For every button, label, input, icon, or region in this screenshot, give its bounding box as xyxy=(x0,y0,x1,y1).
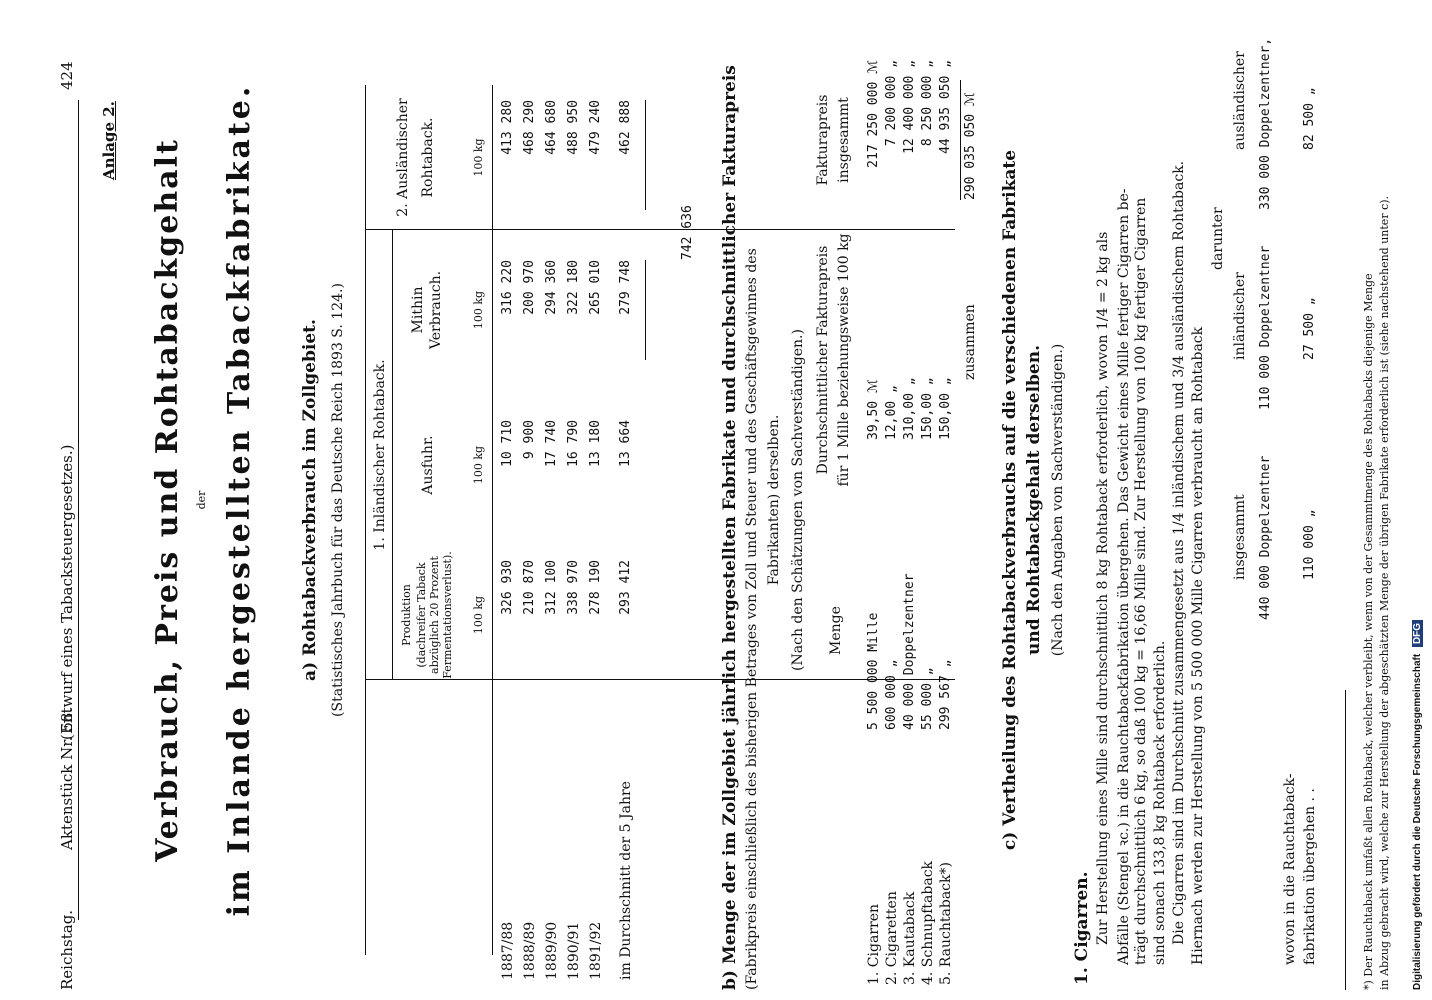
unit-consump: 100 kg xyxy=(472,290,485,330)
title-line2: im Inlande hergestellten Tabackfabrikate. xyxy=(222,83,257,917)
col-menge: Menge xyxy=(828,606,844,655)
col-total-2: insgesammt xyxy=(836,97,852,183)
c-col-total: insgesammt xyxy=(1232,494,1248,580)
table-a-top-rule xyxy=(365,85,366,955)
item-label: 5. Rauchtaback*) xyxy=(938,862,954,985)
c-row1-ausl: 330 000 Doppelzentner, xyxy=(1258,37,1273,210)
table-a-head-rule xyxy=(492,85,493,955)
row-export: 13 664 xyxy=(618,420,633,467)
row-prod: 312 100 xyxy=(544,560,559,615)
paragraph-line: Abfälle (Stengel ꝛc.) in die Rauchtabackfabrikation übergehen. Das Gewicht eines Mille fertiger Cigarren be- xyxy=(1116,188,1132,965)
table-a-vrule-2 xyxy=(365,229,955,230)
page-number: 424 xyxy=(58,61,76,90)
row-prod: 278 190 xyxy=(588,560,603,615)
row-consump: 200 970 xyxy=(522,260,537,315)
item-price: 39,50 ℳ xyxy=(866,379,881,440)
item-label: 4. Schnupftaback xyxy=(920,860,936,985)
col-price-1: Durchschnittlicher Fakturapreis xyxy=(815,245,831,475)
c-row1-total: 440 000 Doppelzentner xyxy=(1258,455,1273,620)
group2-label-1: 2. Ausländischer xyxy=(395,98,411,217)
header-left: Reichstag. xyxy=(58,909,76,990)
row-export: 17 740 xyxy=(544,420,559,467)
digitization-credit xyxy=(1410,0,1432,1000)
annex-label: Anlage 2. xyxy=(100,101,118,180)
section-c-heading-1: c) Vertheilung des Rohtabackverbrauchs auf die verschiedenen Fabrikate xyxy=(1000,149,1020,851)
row-foreign: 413 280 xyxy=(500,100,515,155)
row-foreign: 468 290 xyxy=(522,100,537,155)
item-total: 8 250 000 „ xyxy=(920,60,935,147)
sum-value: 290 035 050 ℳ xyxy=(963,92,978,200)
group1-rule xyxy=(392,230,393,680)
c-row2-inl: 27 500 „ xyxy=(1302,297,1317,360)
row-prod: 210 870 xyxy=(522,560,537,615)
paragraph-line: sind sonach 133,8 kg Rohtaback erforderlich. xyxy=(1152,640,1168,965)
row-consump: 294 360 xyxy=(544,260,559,315)
item-label: 3. Kautaback xyxy=(902,891,918,985)
row-year: im Durchschnitt der 5 Jahre xyxy=(618,781,634,980)
dfg-logo: DFG xyxy=(1412,620,1423,647)
item-menge: 299 567 „ xyxy=(938,659,953,730)
paragraph-line: Zur Herstellung eines Mille sind durchschnittlich 8 kg Rohtaback erforderlich, wovon 1/4 = 2 kg als xyxy=(1095,231,1111,945)
item-menge: 40 000 Doppelzentner xyxy=(902,573,917,730)
row-year: 1889/90 xyxy=(544,921,560,980)
header-right: (Entwurf eines Tabacksteuergesetzes.) xyxy=(58,444,76,740)
col-export: Ausfuhr. xyxy=(420,435,436,495)
item-total: 44 935 050 „ xyxy=(938,60,953,154)
group1-label: 1. Inländischer Rohtaback. xyxy=(372,359,388,551)
credit-label: Digitalisierung gefördert durch die Deutsche Forschungsgemeinschaft xyxy=(1412,653,1423,990)
row-consump: 316 220 xyxy=(500,260,515,315)
unit-foreign: 100 kg xyxy=(472,138,485,177)
col-consump-1: Mithin xyxy=(410,286,426,334)
c-col-ausl: ausländischer xyxy=(1232,51,1248,150)
footnote-rule xyxy=(1345,690,1346,990)
item-price: 12,00 „ xyxy=(884,385,899,440)
section-b-heading-1: b) Menge der im Zollgebiet jährlich hergestellten Fabrikate und durchschnittlicher Fakturapreis xyxy=(720,65,740,990)
row-foreign: 479 240 xyxy=(588,100,603,155)
section-a-source: (Statistisches Jahrbuch für das Deutsche Reich 1893 S. 124.) xyxy=(330,283,346,717)
section-b-heading-2: (Fabrikpreis einschließlich des bisherigen Betrages von Zoll und Steuer und des Geschäftsgewinnes des xyxy=(744,248,760,990)
col-consump-2: Verbrauch. xyxy=(428,270,444,350)
section-b-heading-3: Fabrikanten) derselben. xyxy=(766,414,782,586)
item-price: 310,00 „ xyxy=(902,377,917,440)
row-prod: 338 970 xyxy=(566,560,581,615)
row-prod: 326 930 xyxy=(500,560,515,615)
sub-cigarren: 1. Cigarren. xyxy=(1072,871,1092,985)
c-col-darunter: darunter xyxy=(1210,207,1226,270)
row-export: 16 790 xyxy=(566,420,581,467)
group2-label-2: Rohtaback. xyxy=(420,117,436,198)
total-foreign-plus-inland: 742 636 xyxy=(680,205,695,260)
c-row2-label-2: fabrikation übergehen . . xyxy=(1302,788,1318,965)
title-der: der xyxy=(195,490,208,510)
title-line1: Verbrauch, Preis und Rohtabackgehalt xyxy=(150,138,185,862)
row-export: 10 710 xyxy=(500,420,515,467)
row-consump: 279 748 xyxy=(618,260,633,315)
item-total: 7 200 000 „ xyxy=(884,60,899,147)
item-total: 217 250 000 ℳ xyxy=(866,60,881,168)
credit-text xyxy=(1412,620,1423,990)
col-total-1: Fakturapreis xyxy=(815,94,831,186)
avg-rule-foreign xyxy=(645,100,646,210)
paragraph-line: Hiernach werden zur Herstellung von 5 500 000 Mille Cigarren verbraucht an Rohtaback xyxy=(1190,326,1206,965)
c-row2-label-1: wovon in die Rauchtaback- xyxy=(1282,773,1298,965)
row-year: 1890/91 xyxy=(566,921,582,980)
footnote-1: *) Der Rauchtaback umfaßt allen Rohtaback, welcher verbleibt, wenn von der Gesammtmenge des Rohtabacks diejenige Menge xyxy=(1362,273,1375,990)
row-foreign: 462 888 xyxy=(618,100,633,155)
item-total: 12 400 000 „ xyxy=(902,60,917,154)
col-prod-3: abzüglich 20 Prozent xyxy=(428,556,441,674)
section-c-heading-2: und Rohtabackgehalt derselben. xyxy=(1024,344,1044,656)
col-prod-1: Produktion xyxy=(400,584,413,646)
row-export: 13 180 xyxy=(588,420,603,467)
row-prod: 293 412 xyxy=(618,560,633,615)
unit-export: 100 kg xyxy=(472,445,485,485)
row-export: 9 900 xyxy=(522,420,537,460)
item-menge: 600 000 „ xyxy=(884,659,899,730)
row-year: 1888/89 xyxy=(522,921,538,980)
section-c-source: (Nach den Angaben von Sachverständigen.) xyxy=(1050,343,1066,657)
unit-prod: 100 kg xyxy=(472,595,485,635)
col-prod-4: Fermentationsverlust). xyxy=(441,551,454,679)
section-a-heading: a) Rohtabackverbrauch im Zollgebiet. xyxy=(300,319,320,681)
header-center: Aktenstück Nr. 58. xyxy=(58,707,76,850)
row-year: 1887/88 xyxy=(500,921,516,980)
row-consump: 322 180 xyxy=(566,260,581,315)
sum-label: zusammen xyxy=(962,304,978,380)
item-menge: 5 500 000 Mille xyxy=(866,612,881,730)
c-col-inl: inländischer xyxy=(1232,272,1248,360)
item-price: 150,00 „ xyxy=(938,377,953,440)
avg-rule-consump xyxy=(645,260,646,360)
c-row2-ausl: 82 500 „ xyxy=(1302,87,1317,150)
item-menge: 55 000 „ xyxy=(920,667,935,730)
paragraph-line: trägt durchschnittlich 6 kg, so daß 100 kg = 16,66 Mille sind. Zur Herstellung von 100 kg fertiger Cigarren xyxy=(1133,197,1149,965)
row-foreign: 488 950 xyxy=(566,100,581,155)
header-rule xyxy=(78,100,79,920)
item-price: 150,00 „ xyxy=(920,377,935,440)
col-price-2: für 1 Mille beziehungsweise 100 kg xyxy=(836,233,852,487)
item-label: 2. Cigaretten xyxy=(884,891,900,985)
section-b-source: (Nach den Schätzungen von Sachverständigen.) xyxy=(790,329,806,671)
row-foreign: 464 680 xyxy=(544,100,559,155)
c-row1-inl: 110 000 Doppelzentner xyxy=(1258,245,1273,410)
item-label: 1. Cigarren xyxy=(866,904,882,985)
row-year: 1891/92 xyxy=(588,921,604,980)
col-prod-2: (dachreifer Taback xyxy=(415,562,428,668)
footnote-2: in Abzug gebracht wird, welche zur Herstellung der abgeschätzten Menge der übrigen Fabrikate erforderlich ist (siehe nachstehend unter c). xyxy=(1378,195,1391,990)
paragraph-line: Die Cigarren sind im Durchschnitt zusammengesetzt aus 1/4 inländischem und 3/4 ausländischem Rohtaback. xyxy=(1171,160,1187,945)
row-consump: 265 010 xyxy=(588,260,603,315)
sum-rule xyxy=(960,80,961,200)
c-row2-total: 110 000 „ xyxy=(1302,509,1317,580)
